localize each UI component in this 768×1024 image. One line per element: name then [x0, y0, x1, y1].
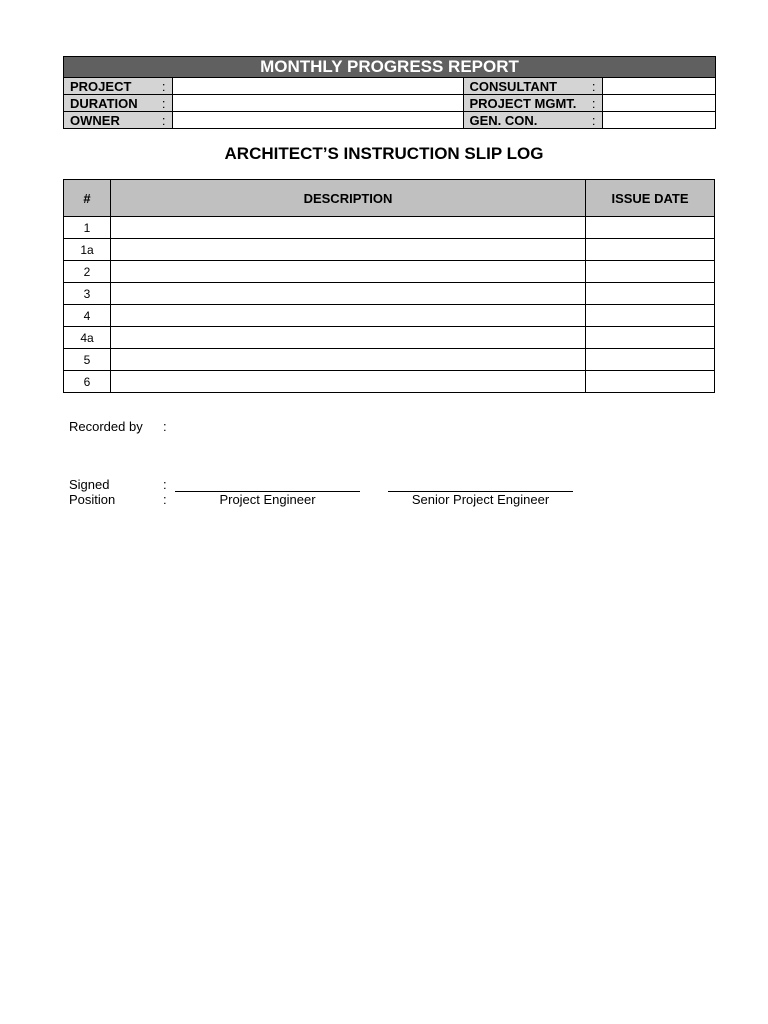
- column-header-number: #: [64, 180, 111, 217]
- row-issue-date[interactable]: [586, 371, 715, 393]
- column-header-issue-date: ISSUE DATE: [586, 180, 715, 217]
- row-issue-date[interactable]: [586, 217, 715, 239]
- row-description[interactable]: [111, 261, 586, 283]
- project-label: PROJECT :: [64, 78, 172, 95]
- row-description[interactable]: [111, 371, 586, 393]
- table-row: [64, 283, 715, 305]
- position-label: Position: [69, 492, 116, 507]
- project-mgmt-label: PROJECT MGMT. :: [463, 95, 602, 112]
- project-value[interactable]: [172, 78, 463, 95]
- position-senior-project-engineer: Senior Project Engineer: [411, 492, 550, 507]
- position-colon: :: [163, 492, 167, 507]
- owner-label: OWNER :: [64, 112, 172, 129]
- report-header: [63, 56, 716, 129]
- row-issue-date[interactable]: [586, 261, 715, 283]
- signed-label: Signed: [69, 477, 110, 492]
- row-number: 4: [64, 305, 111, 327]
- row-description[interactable]: [111, 239, 586, 261]
- column-header-description: DESCRIPTION: [111, 180, 586, 217]
- duration-value[interactable]: [172, 95, 463, 112]
- row-description[interactable]: [111, 217, 586, 239]
- row-description[interactable]: [111, 327, 586, 349]
- project-info-table: [64, 78, 715, 128]
- table-row: [64, 371, 715, 393]
- info-row: [64, 112, 715, 129]
- table-row: [64, 305, 715, 327]
- signed-colon: :: [163, 477, 167, 492]
- gen-con-value[interactable]: [602, 112, 715, 129]
- duration-label: DURATION :: [64, 95, 172, 112]
- recorded-by-label: Recorded by: [69, 419, 143, 434]
- consultant-label: CONSULTANT :: [463, 78, 602, 95]
- row-number: 6: [64, 371, 111, 393]
- row-number: 1a: [64, 239, 111, 261]
- consultant-value[interactable]: [602, 78, 715, 95]
- table-row: [64, 349, 715, 371]
- row-issue-date[interactable]: [586, 327, 715, 349]
- row-description[interactable]: [111, 349, 586, 371]
- row-issue-date[interactable]: [586, 239, 715, 261]
- row-issue-date[interactable]: [586, 283, 715, 305]
- table-row: [64, 239, 715, 261]
- row-number: 5: [64, 349, 111, 371]
- row-number: 4a: [64, 327, 111, 349]
- row-description[interactable]: [111, 305, 586, 327]
- row-number: 3: [64, 283, 111, 305]
- recorded-by-colon: :: [163, 419, 167, 434]
- row-number: 2: [64, 261, 111, 283]
- document-title: ARCHITECT’S INSTRUCTION SLIP LOG: [224, 144, 544, 163]
- row-issue-date[interactable]: [586, 305, 715, 327]
- row-number: 1: [64, 217, 111, 239]
- owner-value[interactable]: [172, 112, 463, 129]
- gen-con-label: GEN. CON. :: [463, 112, 602, 129]
- project-mgmt-value[interactable]: [602, 95, 715, 112]
- table-row: [64, 217, 715, 239]
- row-description[interactable]: [111, 283, 586, 305]
- table-row: [64, 327, 715, 349]
- table-header-row: [64, 180, 715, 217]
- info-row: [64, 95, 715, 112]
- info-row: [64, 78, 715, 95]
- report-title: MONTHLY PROGRESS REPORT: [64, 57, 715, 78]
- table-row: [64, 261, 715, 283]
- instruction-log-table: [63, 179, 715, 393]
- row-issue-date[interactable]: [586, 349, 715, 371]
- position-project-engineer: Project Engineer: [219, 492, 316, 507]
